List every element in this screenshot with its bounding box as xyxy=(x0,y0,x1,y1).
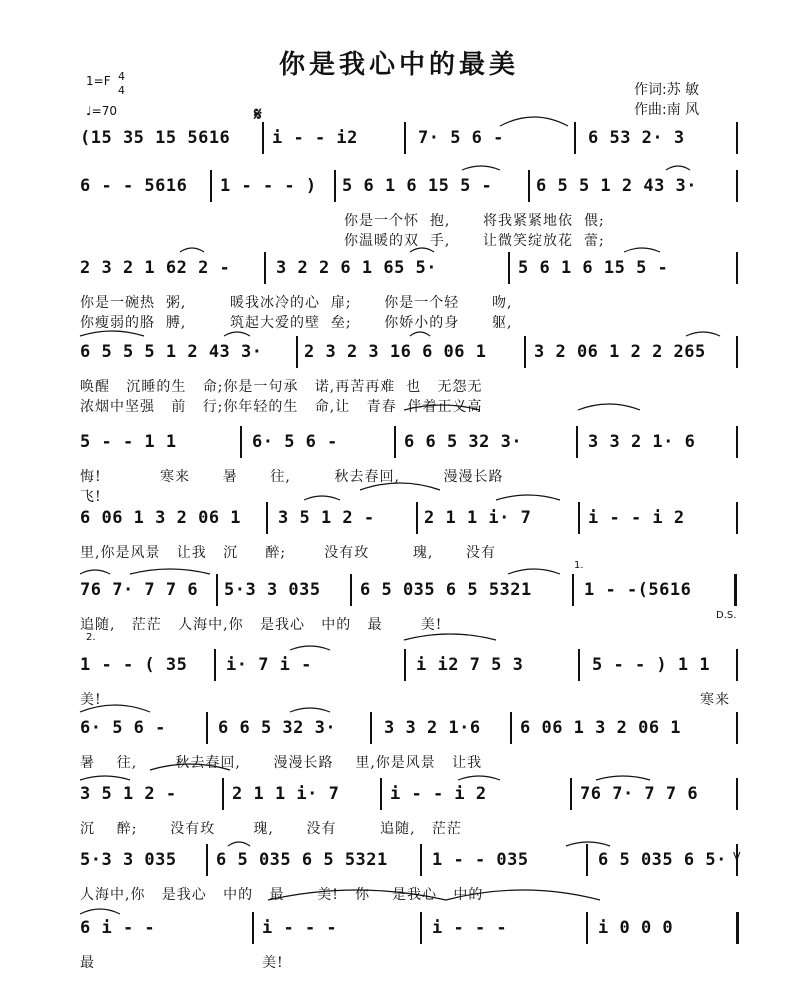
notes-row xyxy=(0,580,798,606)
bar-line xyxy=(266,502,268,534)
slur-arc xyxy=(224,332,250,336)
notes-row xyxy=(0,508,798,534)
bar-line xyxy=(296,336,298,368)
slur-arc xyxy=(180,248,204,252)
bar-line xyxy=(404,122,406,154)
measure: 5 6 1 6 15 5 - xyxy=(342,176,493,196)
measure: 5 - - 1 1 xyxy=(80,432,177,452)
song-title: 你是我心中的最美 xyxy=(278,50,519,80)
bar-line xyxy=(210,170,212,202)
slur-arc xyxy=(80,776,130,780)
lyric-line: 人海中,你 是我心 中的 最 美! 你 是我心 中的 xyxy=(80,887,484,903)
slur-arc xyxy=(410,332,430,336)
lyric-line: 浓烟中坚强 前 行;你年轻的生 命,让 青春 伴着正义高 xyxy=(80,399,483,415)
bar-line xyxy=(736,252,738,284)
measure: 2 1 1 i· 7 xyxy=(232,784,340,804)
measure: 2 1 1 i· 7 xyxy=(424,508,532,528)
measure: 1 - - - ) xyxy=(220,176,317,196)
lyric-line: 最 xyxy=(80,955,95,971)
lyric-line: 追随, 茫茫 人海中,你 是我心 中的 最 美! xyxy=(80,617,443,633)
bar-line xyxy=(586,912,588,944)
slur-arc xyxy=(404,634,496,640)
notes-row xyxy=(0,784,798,810)
slur-arc xyxy=(686,332,720,336)
bar-line xyxy=(350,574,352,606)
slur-arc xyxy=(228,842,250,846)
bar-line xyxy=(264,252,266,284)
bar-line xyxy=(736,649,738,681)
bar-line xyxy=(578,502,580,534)
measure: 3 2 06 1 2 2 265 xyxy=(534,342,706,362)
lyric-line: 飞! xyxy=(80,489,102,505)
slur-arc xyxy=(508,569,560,574)
segno-sign: 𝄋 xyxy=(254,104,262,125)
key-signature: 1=F xyxy=(86,74,111,88)
measure: 1 - - ( 35 xyxy=(80,655,188,675)
measure: 5·3 3 035 xyxy=(224,580,321,600)
bar-line xyxy=(510,712,512,744)
lyric-line: 寒来 暑 往, 秋去春回, 漫漫长路 xyxy=(160,469,504,485)
bar-line xyxy=(736,778,738,810)
measure: 7· 5 6 - xyxy=(418,128,504,148)
bar-line xyxy=(420,844,422,876)
bar-line xyxy=(252,912,254,944)
slur-arc xyxy=(80,909,120,914)
tempo-marking: ♩=70 xyxy=(86,104,117,118)
measure: i 0 0 0 xyxy=(598,918,674,938)
notes-row xyxy=(0,128,798,154)
slur-arc xyxy=(290,646,330,650)
composer: 作曲:南 风 xyxy=(634,102,700,118)
measure: i - - - xyxy=(262,918,338,938)
bar-line xyxy=(206,844,208,876)
breath-mark: V xyxy=(733,850,741,863)
lyric-line: 你温暖的双 手, 让微笑绽放花 蕾; xyxy=(344,233,605,249)
slur-arc xyxy=(566,842,610,846)
measure: 6 6 5 32 3· xyxy=(218,718,337,738)
lyric-line: 悔! xyxy=(80,469,102,485)
measure: 6 i - - xyxy=(80,918,156,938)
measure: 3 2 2 6 1 65 5· xyxy=(276,258,438,278)
lyric-line: 唤醒 沉睡的生 命;你是一句承 诺,再苦再难 也 无怨无 xyxy=(80,379,483,395)
bar-line xyxy=(404,649,406,681)
measure: 76 7· 7 7 6 xyxy=(80,580,199,600)
slur-arc xyxy=(458,776,500,780)
bar-line xyxy=(736,426,738,458)
slur-arc xyxy=(304,496,340,500)
measure: 5 6 1 6 15 5 - xyxy=(518,258,669,278)
measure: 6 5 035 6 5 5321 xyxy=(360,580,532,600)
measure: 1 - - 035 xyxy=(432,850,529,870)
lyric-line: 寒来 xyxy=(700,692,730,708)
measure: i - - i2 xyxy=(272,128,358,148)
measure: 2 3 2 1 62 2 - xyxy=(80,258,231,278)
notes-row xyxy=(0,850,798,876)
notes-row xyxy=(0,718,798,744)
measure: 6 06 1 3 2 06 1 xyxy=(520,718,682,738)
measure: 6 5 5 5 1 2 43 3· xyxy=(80,342,263,362)
measure: i - - - xyxy=(432,918,508,938)
slur-arc xyxy=(624,248,660,252)
bar-line xyxy=(736,170,738,202)
bar-line xyxy=(736,712,738,744)
measure: i i2 7 5 3 xyxy=(416,655,524,675)
bar-line xyxy=(416,502,418,534)
bar-line xyxy=(736,912,739,944)
measure: 6 5 5 1 2 43 3· xyxy=(536,176,698,196)
notes-row xyxy=(0,342,798,368)
measure: 3 3 2 1·6 xyxy=(384,718,481,738)
lyric-line: 美! xyxy=(80,692,102,708)
bar-line xyxy=(572,574,574,606)
lyric-line: 你是一碗热 粥, 暖我冰冷的心 扉; 你是一个轻 吻, xyxy=(80,295,513,311)
measure: 2 3 2 3 16 6 06 1 xyxy=(304,342,487,362)
measure: 6· 5 6 - xyxy=(252,432,338,452)
lyric-line: 美! xyxy=(262,955,284,971)
bar-line xyxy=(214,649,216,681)
bar-line xyxy=(734,574,737,606)
volta-1: 1. xyxy=(574,560,584,571)
bar-line xyxy=(508,252,510,284)
notes-row xyxy=(0,432,798,458)
bar-line xyxy=(528,170,530,202)
bar-line xyxy=(334,170,336,202)
lyricist: 作词:苏 敏 xyxy=(634,82,700,98)
bar-line xyxy=(380,778,382,810)
lyric-line: 沉 醉; 没有玫 瑰, 没有 追随, 茫茫 xyxy=(80,821,462,837)
lyric-line: 你瘦弱的胳 膊, 筑起大爱的壁 垒; 你娇小的身 躯, xyxy=(80,315,513,331)
bar-line xyxy=(262,122,264,154)
bar-line xyxy=(206,712,208,744)
bar-line xyxy=(524,336,526,368)
bar-line xyxy=(578,649,580,681)
bar-line xyxy=(570,778,572,810)
measure: 6 5 035 6 5· xyxy=(598,850,727,870)
bar-line xyxy=(576,426,578,458)
lyric-line: 你是一个怀 抱, 将我紧紧地依 偎; xyxy=(344,213,605,229)
measure: 5·3 3 035 xyxy=(80,850,177,870)
slur-arc xyxy=(500,117,568,126)
notes-row xyxy=(0,918,798,944)
bar-line xyxy=(240,426,242,458)
bar-line xyxy=(574,122,576,154)
bar-line xyxy=(370,712,372,744)
measure: 5 - - ) 1 1 xyxy=(592,655,711,675)
bar-line xyxy=(420,912,422,944)
measure: 3 3 2 1· 6 xyxy=(588,432,696,452)
bar-line xyxy=(586,844,588,876)
credits xyxy=(634,80,699,120)
lyric-line: 里,你是风景 让我 沉 醉; 没有玫 瑰, 没有 xyxy=(80,545,497,561)
measure: (15 35 15 5616 xyxy=(80,128,231,148)
measure: 3 5 1 2 - xyxy=(278,508,375,528)
notes-row xyxy=(0,258,798,284)
lyric-line: 暑 往, 秋去春回, 漫漫长路 里,你是风景 让我 xyxy=(80,755,483,771)
measure: 76 7· 7 7 6 xyxy=(580,784,699,804)
slur-arc xyxy=(290,708,330,712)
ds-marking: D.S. xyxy=(716,610,737,621)
volta-2: 2. xyxy=(86,632,96,643)
notes-row xyxy=(0,176,798,202)
measure: 6 53 2· 3 xyxy=(588,128,685,148)
slur-arc xyxy=(462,166,500,170)
measure: 6 5 035 6 5 5321 xyxy=(216,850,388,870)
bar-line xyxy=(394,426,396,458)
measure: 3 5 1 2 - xyxy=(80,784,177,804)
measure: i· 7 i - xyxy=(226,655,312,675)
measure: 6 06 1 3 2 06 1 xyxy=(80,508,242,528)
measure: 6 - - 5616 xyxy=(80,176,188,196)
measure: i - - i 2 xyxy=(390,784,487,804)
slur-arc xyxy=(80,570,110,574)
bar-line xyxy=(736,336,738,368)
measure: 6· 5 6 - xyxy=(80,718,166,738)
bar-line xyxy=(736,122,738,154)
slur-arc xyxy=(130,569,210,574)
bar-line xyxy=(736,502,738,534)
slur-arc xyxy=(578,404,640,410)
measure: 1 - -(5616 xyxy=(584,580,692,600)
bar-line xyxy=(222,778,224,810)
measure: i - - i 2 xyxy=(588,508,685,528)
slur-arc xyxy=(596,776,650,780)
bar-line xyxy=(216,574,218,606)
notes-row xyxy=(0,655,798,681)
slur-arc xyxy=(666,166,690,170)
slur-arc xyxy=(496,495,560,500)
time-signature: 4 4 xyxy=(118,70,125,97)
measure: 6 6 5 32 3· xyxy=(404,432,523,452)
